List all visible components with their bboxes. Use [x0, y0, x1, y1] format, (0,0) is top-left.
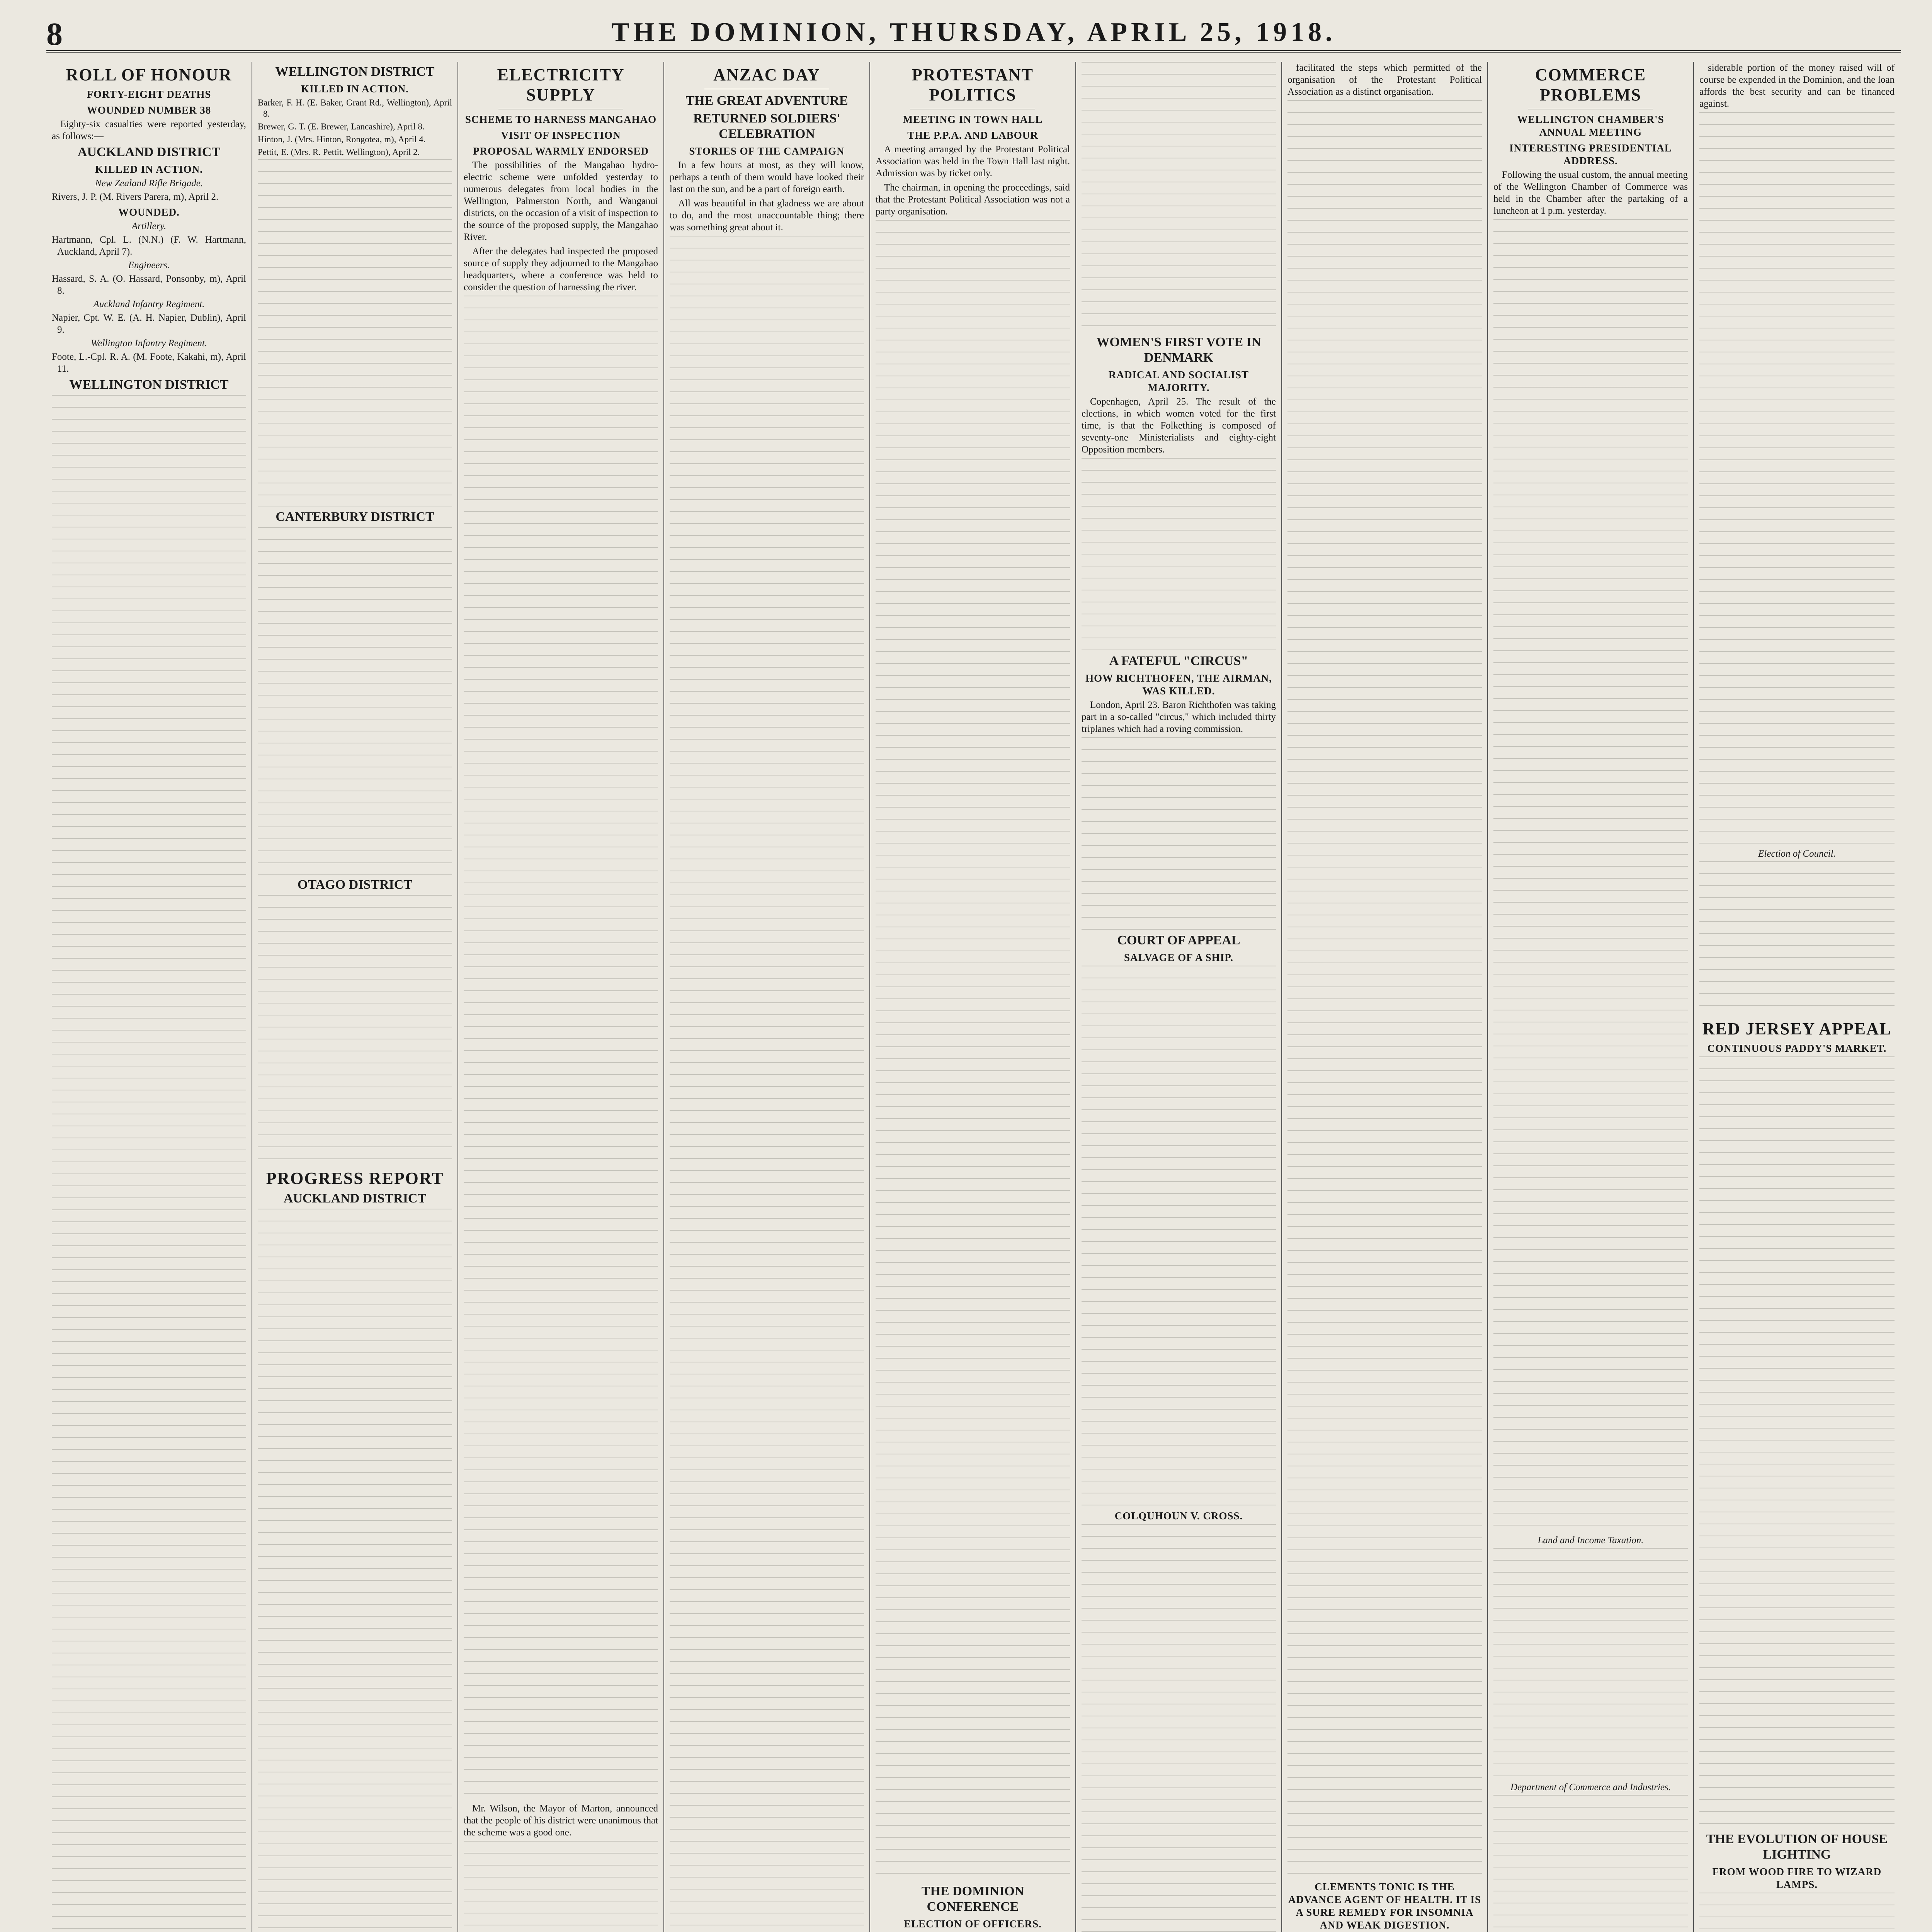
anzac-title: ANZAC DAY — [713, 65, 820, 84]
electricity-para: Mr. Wilson, the Mayor of Marton, announced that the people of his district were unanimous that the scheme was a good one. — [464, 1803, 658, 1838]
evolution-title: THE EVOLUTION OF HOUSE LIGHTING — [1706, 1832, 1888, 1862]
casualty-entry: Auckland Infantry Regiment. — [93, 299, 205, 310]
brigade-heading: New Zealand Rifle Brigade. — [95, 178, 203, 189]
columns — [46, 62, 1901, 1932]
roll-deck: FORTY-EIGHT DEATHS — [87, 88, 211, 100]
column-electricity-supply — [458, 62, 664, 1932]
column-roll-of-honour — [46, 62, 252, 1932]
electricity-sub: VISIT OF INSPECTION — [501, 129, 621, 141]
progress-auckland-heading: AUCKLAND DISTRICT — [283, 1191, 427, 1206]
electricity-sub2: PROPOSAL WARMLY ENDORSED — [473, 145, 649, 157]
text-filler — [1493, 1795, 1688, 1932]
column-protestant-politics — [870, 62, 1076, 1932]
red-jersey-sub: CONTINUOUS PADDY'S MARKET. — [1707, 1043, 1887, 1054]
casualty-entry: Barker, F. H. (E. Baker, Grant Rd., Wellington), April 8. — [258, 98, 452, 119]
protestant-title: PROTESTANT POLITICS — [912, 65, 1034, 104]
casualty-entry: Hinton, J. (Mrs. Hinton, Rongotea, m), April 4. — [258, 134, 426, 144]
text-filler — [1699, 861, 1895, 1016]
casualty-entry: Engineers. — [128, 260, 170, 270]
text-filler — [670, 236, 864, 1932]
wellington-district-heading: WELLINGTON DISTRICT — [69, 378, 229, 392]
text-filler — [876, 220, 1070, 1881]
circus-heading: A FATEFUL "CIRCUS" — [1109, 654, 1248, 668]
auckland-district-heading: AUCKLAND DISTRICT — [77, 145, 221, 159]
column-red-jersey — [1694, 62, 1900, 1932]
anzac-sub2: STORIES OF THE CAMPAIGN — [689, 145, 845, 157]
column-advertisements — [1282, 62, 1488, 1932]
protestant-para: The chairman, in opening the proceedings, said that the Protestant Political Association was not a party organisation. — [876, 182, 1070, 217]
protestant-sub: THE P.P.A. AND LABOUR — [907, 129, 1038, 141]
text-filler — [1082, 1524, 1276, 1932]
text-filler — [258, 895, 452, 1165]
commerce-para: Following the usual custom, the annual meeting of the Wellington Chamber of Commerce was held in the Chamber after the partaking of a luncheon at 1 p.m. yesterday. — [1493, 170, 1688, 216]
evolution-sub: FROM WOOD FIRE TO WIZARD LAMPS. — [1712, 1866, 1882, 1890]
column-wellington-district — [252, 62, 458, 1932]
text-filler — [1082, 966, 1276, 1507]
department-heading: Department of Commerce and Industries. — [1510, 1782, 1671, 1793]
text-filler — [1082, 62, 1276, 332]
column-anzac-day — [664, 62, 870, 1932]
anzac-deck: THE GREAT ADVENTURE — [685, 94, 848, 108]
casualty-entry: Wellington Infantry Regiment. — [90, 338, 207, 349]
text-filler — [1082, 458, 1276, 651]
otago-heading: OTAGO DISTRICT — [298, 878, 412, 892]
circus-para: London, April 23. Baron Richthofen was taking part in a so-called "circus," which included thirty triplanes which had a roving commission. — [1082, 700, 1276, 734]
casualty-entry: Hartmann, Cpl. L. (N.N.) (F. W. Hartmann, Auckland, April 7). — [52, 235, 246, 257]
text-filler — [1287, 100, 1482, 1878]
commerce-sub: INTERESTING PRESIDENTIAL ADDRESS. — [1509, 142, 1672, 167]
clements-heading: CLEMENTS TONIC IS THE ADVANCE AGENT OF HEALTH. IT IS A SURE REMEDY FOR INSOMNIA AND WEAK DIGESTION. — [1288, 1881, 1481, 1931]
killed-heading: KILLED IN ACTION. — [95, 163, 203, 175]
column-commerce-problems — [1488, 62, 1694, 1932]
text-filler — [258, 159, 452, 507]
casualty-entry: Pettit, E. (Mrs. R. Pettit, Wellington), April 2. — [258, 147, 420, 157]
masthead — [46, 15, 1901, 53]
text-filler — [1082, 737, 1276, 930]
killed-heading: KILLED IN ACTION. — [301, 83, 409, 95]
casualty-entry: WOUNDED. — [118, 206, 180, 218]
casualty-entry: Napier, Cpt. W. E. (A. H. Napier, Dublin), April 9. — [52, 313, 246, 335]
roll-title: ROLL OF HONOUR — [66, 65, 232, 84]
casualty-entry: Rivers, J. P. (M. Rivers Parera, m), April 2. — [52, 192, 219, 202]
anzac-para: All was beautiful in that gladness we are about to do, and the most unaccountable thing; there was something great about it. — [670, 198, 864, 233]
progress-report-title: PROGRESS REPORT — [266, 1169, 444, 1188]
text-filler — [1493, 1548, 1688, 1780]
land-income-heading: Land and Income Taxation. — [1537, 1535, 1644, 1546]
wellington-heading: WELLINGTON DISTRICT — [275, 65, 435, 79]
text-filler — [1699, 1056, 1895, 1829]
roll-sub: WOUNDED NUMBER 38 — [87, 104, 211, 116]
electricity-para: The possibilities of the Mangahao hydro-electric scheme were unfolded yesterday to numerous delegates from local bodies in the Wellington, Palmerston North, and Wanganui districts, on the occasion of a visit of inspection to the source of the proposed supply, the Mangahao River. — [464, 160, 658, 242]
election-heading: Election of Council. — [1758, 849, 1836, 859]
casualty-entry: Artillery. — [131, 221, 167, 231]
protestant-para: A meeting arranged by the Protestant Political Association was held in the Town Hall last night. Admission was by ticket only. — [876, 144, 1070, 179]
masthead-title: THE DOMINION, THURSDAY, APRIL 25, 1918. — [611, 17, 1336, 47]
appeal-heading: COURT OF APPEAL — [1117, 933, 1240, 947]
appeal-sub: SALVAGE OF A SHIP. — [1124, 952, 1234, 963]
text-filler — [52, 395, 246, 1932]
commerce-title: COMMERCE PROBLEMS — [1535, 65, 1646, 104]
anzac-sub: RETURNED SOLDIERS' CELEBRATION — [693, 111, 840, 141]
column-news — [1076, 62, 1282, 1932]
casualty-entry: Foote, L.-Cpl. R. A. (M. Foote, Kakahi, m), April 11. — [52, 352, 246, 374]
roll-intro: Eighty-six casualties were reported yesterday, as follows:— — [52, 119, 246, 141]
canterbury-heading: CANTERBURY DISTRICT — [276, 510, 434, 524]
denmark-heading: WOMEN'S FIRST VOTE IN DENMARK — [1096, 335, 1261, 365]
text-filler — [258, 1209, 452, 1932]
page-number: 8 — [46, 16, 63, 52]
text-filler — [1699, 1893, 1895, 1932]
denmark-sub: RADICAL AND SOCIALIST MAJORITY. — [1108, 369, 1249, 393]
text-filler — [1493, 219, 1688, 1533]
text-filler — [464, 296, 658, 1803]
text-filler — [464, 1841, 658, 1932]
text-filler — [258, 527, 452, 875]
commerce-deck: WELLINGTON CHAMBER'S ANNUAL MEETING — [1517, 114, 1664, 138]
anzac-para: In a few hours at most, as they will know, perhaps a tenth of them would have looked their last on the sun, and be a part of foreign earth. — [670, 160, 864, 194]
red-jersey-title: RED JERSEY APPEAL — [1702, 1019, 1892, 1038]
protestant-deck: MEETING IN TOWN HALL — [903, 114, 1043, 125]
electricity-deck: SCHEME TO HARNESS MANGAHAO — [465, 114, 657, 125]
text-filler — [1699, 112, 1895, 846]
electricity-para: After the delegates had inspected the proposed source of supply they adjourned to the Mangahao headquarters, where a conference was held to consider the question of harnessing the river. — [464, 246, 658, 293]
electricity-title: ELECTRICITY SUPPLY — [497, 65, 625, 104]
denmark-para: Copenhagen, April 25. The result of the elections, in which women voted for the first time, is that the Folkething is composed of seventy-one Ministerialists and eighty-eight Opposition members. — [1082, 396, 1276, 455]
circus-sub: HOW RICHTHOFEN, THE AIRMAN, WAS KILLED. — [1085, 672, 1272, 697]
continued-para: facilitated the steps which permitted of the organisation of the Protestant Political Association as a distinct organisation. — [1287, 63, 1482, 97]
casualty-entry: Hassard, S. A. (O. Hassard, Ponsonby, m), April 8. — [52, 274, 246, 296]
conference-sub: ELECTION OF OFFICERS. — [904, 1918, 1042, 1930]
casualty-entry: Brewer, G. T. (E. Brewer, Lancashire), April 8. — [258, 122, 425, 131]
continued-para: siderable portion of the money raised will of course be expended in the Dominion, and the loan affords the best security and can be financed against. — [1699, 63, 1895, 109]
colquhoun-heading: COLQUHOUN V. CROSS. — [1114, 1510, 1243, 1522]
conference-heading: THE DOMINION CONFERENCE — [921, 1884, 1024, 1914]
